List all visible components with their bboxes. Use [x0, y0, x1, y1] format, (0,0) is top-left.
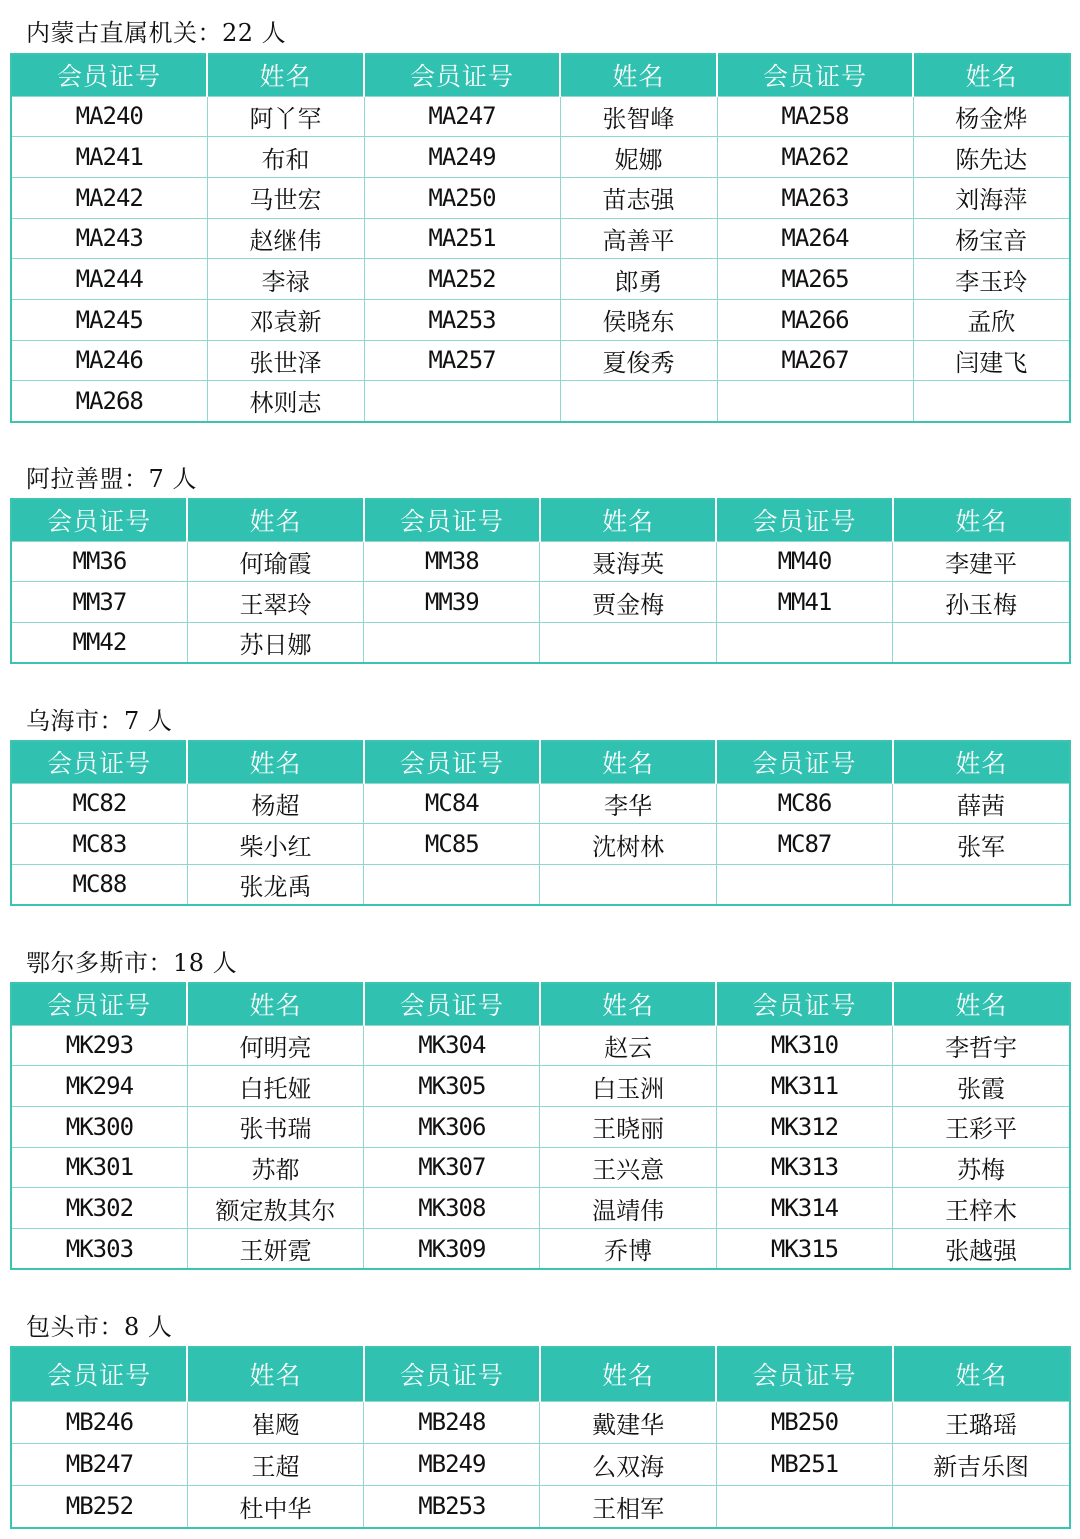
column-header-name: 姓名: [893, 1347, 1070, 1401]
table-row: [11, 783, 1070, 824]
member-name-cell: 刘海萍: [913, 177, 1070, 218]
member-id-cell: MA253: [364, 299, 560, 340]
member-name-cell: 王超: [187, 1443, 363, 1485]
member-name-cell: 张霞: [893, 1066, 1070, 1107]
member-id-cell: MM37: [11, 582, 187, 623]
member-id-cell: MK314: [716, 1188, 892, 1229]
table-header-row: [11, 54, 1070, 96]
member-id-cell: MA251: [364, 218, 560, 259]
member-id-cell: MK300: [11, 1106, 187, 1147]
member-id-cell: MK293: [11, 1025, 187, 1066]
member-name-cell: 邓袁新: [207, 299, 364, 340]
table-header-row: [11, 1347, 1070, 1401]
member-id-cell: MB250: [716, 1401, 892, 1443]
member-id-cell: MK312: [716, 1106, 892, 1147]
column-header-name: 姓名: [187, 741, 363, 783]
member-id-cell: [716, 622, 892, 663]
member-name-cell: 沈树林: [540, 824, 716, 865]
column-header-member-id: 会员证号: [11, 741, 187, 783]
member-id-cell: MK309: [364, 1228, 540, 1269]
column-header-member-id: 会员证号: [364, 1347, 540, 1401]
member-name-cell: 张越强: [893, 1228, 1070, 1269]
member-name-cell: 夏俊秀: [560, 340, 717, 381]
member-name-cell: [560, 381, 717, 422]
member-id-cell: MB249: [364, 1443, 540, 1485]
member-name-cell: 杜中华: [187, 1486, 363, 1528]
column-header-member-id: 会员证号: [11, 1347, 187, 1401]
member-name-cell: 张世泽: [207, 340, 364, 381]
table-row: [11, 1486, 1070, 1528]
column-header-member-id: 会员证号: [717, 54, 913, 96]
member-id-cell: MA268: [11, 381, 207, 422]
member-name-cell: 聂海英: [540, 541, 716, 582]
member-name-cell: 么双海: [540, 1443, 716, 1485]
table-row: [11, 137, 1070, 178]
column-header-member-id: 会员证号: [364, 499, 540, 541]
member-name-cell: 新吉乐图: [893, 1443, 1070, 1485]
member-name-cell: 孟欣: [913, 299, 1070, 340]
section-title: 乌海市：7 人: [26, 707, 173, 735]
member-id-cell: MK301: [11, 1147, 187, 1188]
member-id-cell: MB247: [11, 1443, 187, 1485]
member-id-cell: MK307: [364, 1147, 540, 1188]
member-id-cell: MA241: [11, 137, 207, 178]
roster-table: [10, 1346, 1071, 1529]
member-name-cell: 苗志强: [560, 177, 717, 218]
member-name-cell: 王相军: [540, 1486, 716, 1528]
member-id-cell: MA243: [11, 218, 207, 259]
section-title: 包头市：8 人: [26, 1313, 173, 1341]
member-name-cell: 白玉洲: [540, 1066, 716, 1107]
member-id-cell: MK303: [11, 1228, 187, 1269]
column-header-name: 姓名: [913, 54, 1070, 96]
member-name-cell: 马世宏: [207, 177, 364, 218]
member-name-cell: 陈先达: [913, 137, 1070, 178]
member-id-cell: [364, 381, 560, 422]
member-name-cell: [893, 864, 1070, 905]
member-name-cell: 戴建华: [540, 1401, 716, 1443]
member-name-cell: 王兴意: [540, 1147, 716, 1188]
member-name-cell: [540, 622, 716, 663]
member-id-cell: MK311: [716, 1066, 892, 1107]
member-id-cell: MA242: [11, 177, 207, 218]
member-name-cell: 额定敖其尔: [187, 1188, 363, 1229]
member-name-cell: 孙玉梅: [893, 582, 1070, 623]
member-id-cell: MA264: [717, 218, 913, 259]
member-name-cell: 妮娜: [560, 137, 717, 178]
column-header-name: 姓名: [540, 499, 716, 541]
member-name-cell: 高善平: [560, 218, 717, 259]
member-name-cell: 杨金烨: [913, 96, 1070, 137]
table-row: [11, 1066, 1070, 1107]
table-row: [11, 622, 1070, 663]
member-name-cell: 王翠玲: [187, 582, 363, 623]
column-header-name: 姓名: [187, 983, 363, 1025]
member-id-cell: MK313: [716, 1147, 892, 1188]
member-id-cell: MA265: [717, 259, 913, 300]
roster-table: [10, 498, 1071, 664]
member-id-cell: MA250: [364, 177, 560, 218]
column-header-member-id: 会员证号: [11, 54, 207, 96]
member-name-cell: 苏梅: [893, 1147, 1070, 1188]
section-title: 鄂尔多斯市：18 人: [26, 949, 238, 977]
table-header-row: [11, 499, 1070, 541]
member-name-cell: 阿丫罕: [207, 96, 364, 137]
member-name-cell: 王彩平: [893, 1106, 1070, 1147]
member-name-cell: 张龙禹: [187, 864, 363, 905]
table-header-row: [11, 983, 1070, 1025]
column-header-member-id: 会员证号: [716, 1347, 892, 1401]
member-name-cell: 张军: [893, 824, 1070, 865]
member-id-cell: MA245: [11, 299, 207, 340]
table-row: [11, 299, 1070, 340]
table-row: [11, 582, 1070, 623]
member-id-cell: MA258: [717, 96, 913, 137]
member-id-cell: MB251: [716, 1443, 892, 1485]
table-row: [11, 1188, 1070, 1229]
member-id-cell: MK306: [364, 1106, 540, 1147]
table-header-row: [11, 741, 1070, 783]
table-row: [11, 259, 1070, 300]
member-id-cell: [364, 622, 540, 663]
column-header-name: 姓名: [540, 983, 716, 1025]
member-id-cell: [716, 864, 892, 905]
table-row: [11, 1443, 1070, 1485]
member-id-cell: MK305: [364, 1066, 540, 1107]
member-id-cell: MC84: [364, 783, 540, 824]
member-id-cell: MA249: [364, 137, 560, 178]
column-header-member-id: 会员证号: [716, 741, 892, 783]
table-row: [11, 177, 1070, 218]
table-row: [11, 218, 1070, 259]
member-id-cell: MC87: [716, 824, 892, 865]
table-row: [11, 381, 1070, 422]
member-id-cell: MA244: [11, 259, 207, 300]
member-name-cell: 李哲宇: [893, 1025, 1070, 1066]
member-id-cell: MB246: [11, 1401, 187, 1443]
table-row: [11, 1106, 1070, 1147]
member-id-cell: MA266: [717, 299, 913, 340]
member-id-cell: MA247: [364, 96, 560, 137]
member-name-cell: 林则志: [207, 381, 364, 422]
member-name-cell: 柴小红: [187, 824, 363, 865]
member-name-cell: 李建平: [893, 541, 1070, 582]
member-id-cell: MM40: [716, 541, 892, 582]
member-name-cell: 温靖伟: [540, 1188, 716, 1229]
member-id-cell: MC85: [364, 824, 540, 865]
member-name-cell: [893, 1486, 1070, 1528]
member-name-cell: 侯晓东: [560, 299, 717, 340]
table-row: [11, 96, 1070, 137]
member-name-cell: 贾金梅: [540, 582, 716, 623]
member-id-cell: MK304: [364, 1025, 540, 1066]
member-id-cell: MK294: [11, 1066, 187, 1107]
member-name-cell: [893, 622, 1070, 663]
table-row: [11, 1401, 1070, 1443]
member-name-cell: 薛茜: [893, 783, 1070, 824]
member-id-cell: MK308: [364, 1188, 540, 1229]
member-id-cell: MA263: [717, 177, 913, 218]
column-header-name: 姓名: [540, 1347, 716, 1401]
roster-table: [10, 740, 1071, 906]
member-id-cell: MC83: [11, 824, 187, 865]
table-row: [11, 824, 1070, 865]
member-id-cell: MC82: [11, 783, 187, 824]
member-name-cell: 白托娅: [187, 1066, 363, 1107]
member-id-cell: MM36: [11, 541, 187, 582]
column-header-member-id: 会员证号: [364, 741, 540, 783]
member-name-cell: 郎勇: [560, 259, 717, 300]
member-id-cell: MM42: [11, 622, 187, 663]
member-id-cell: MA257: [364, 340, 560, 381]
member-name-cell: 何明亮: [187, 1025, 363, 1066]
member-id-cell: MK315: [716, 1228, 892, 1269]
column-header-name: 姓名: [893, 741, 1070, 783]
column-header-member-id: 会员证号: [364, 54, 560, 96]
member-name-cell: 杨超: [187, 783, 363, 824]
column-header-name: 姓名: [187, 499, 363, 541]
table-row: [11, 340, 1070, 381]
column-header-name: 姓名: [187, 1347, 363, 1401]
member-id-cell: MC86: [716, 783, 892, 824]
column-header-name: 姓名: [560, 54, 717, 96]
member-id-cell: MB248: [364, 1401, 540, 1443]
column-header-member-id: 会员证号: [11, 983, 187, 1025]
member-id-cell: MA252: [364, 259, 560, 300]
member-name-cell: 闫建飞: [913, 340, 1070, 381]
member-name-cell: 苏日娜: [187, 622, 363, 663]
table-row: [11, 864, 1070, 905]
roster-table: [10, 982, 1071, 1270]
table-row: [11, 1147, 1070, 1188]
member-id-cell: MM39: [364, 582, 540, 623]
table-row: [11, 1025, 1070, 1066]
member-name-cell: 赵云: [540, 1025, 716, 1066]
member-id-cell: MA262: [717, 137, 913, 178]
member-name-cell: 杨宝音: [913, 218, 1070, 259]
member-id-cell: MB253: [364, 1486, 540, 1528]
member-id-cell: MC88: [11, 864, 187, 905]
section-title: 内蒙古直属机关：22 人: [26, 19, 287, 47]
table-row: [11, 541, 1070, 582]
member-name-cell: 何瑜霞: [187, 541, 363, 582]
member-id-cell: MK310: [716, 1025, 892, 1066]
member-name-cell: 布和: [207, 137, 364, 178]
column-header-name: 姓名: [893, 983, 1070, 1025]
member-name-cell: 赵继伟: [207, 218, 364, 259]
table-row: [11, 1228, 1070, 1269]
member-id-cell: MA246: [11, 340, 207, 381]
member-name-cell: 苏都: [187, 1147, 363, 1188]
member-id-cell: [364, 864, 540, 905]
member-name-cell: [540, 864, 716, 905]
member-name-cell: 李玉玲: [913, 259, 1070, 300]
member-id-cell: [716, 1486, 892, 1528]
roster-table: [10, 53, 1071, 423]
member-id-cell: MA240: [11, 96, 207, 137]
member-id-cell: MK302: [11, 1188, 187, 1229]
section-title: 阿拉善盟：7 人: [26, 465, 197, 493]
column-header-member-id: 会员证号: [11, 499, 187, 541]
member-name-cell: 王梓木: [893, 1188, 1070, 1229]
column-header-name: 姓名: [893, 499, 1070, 541]
member-name-cell: 王璐瑶: [893, 1401, 1070, 1443]
column-header-member-id: 会员证号: [716, 983, 892, 1025]
member-name-cell: 李禄: [207, 259, 364, 300]
member-name-cell: 张智峰: [560, 96, 717, 137]
member-name-cell: 崔飏: [187, 1401, 363, 1443]
column-header-name: 姓名: [540, 741, 716, 783]
member-name-cell: 王妍霓: [187, 1228, 363, 1269]
member-id-cell: MB252: [11, 1486, 187, 1528]
column-header-name: 姓名: [207, 54, 364, 96]
column-header-member-id: 会员证号: [716, 499, 892, 541]
member-name-cell: 李华: [540, 783, 716, 824]
member-name-cell: 王晓丽: [540, 1106, 716, 1147]
member-id-cell: MM41: [716, 582, 892, 623]
member-name-cell: 张书瑞: [187, 1106, 363, 1147]
member-id-cell: MM38: [364, 541, 540, 582]
member-name-cell: 乔博: [540, 1228, 716, 1269]
column-header-member-id: 会员证号: [364, 983, 540, 1025]
member-id-cell: [717, 381, 913, 422]
member-name-cell: [913, 381, 1070, 422]
member-id-cell: MA267: [717, 340, 913, 381]
